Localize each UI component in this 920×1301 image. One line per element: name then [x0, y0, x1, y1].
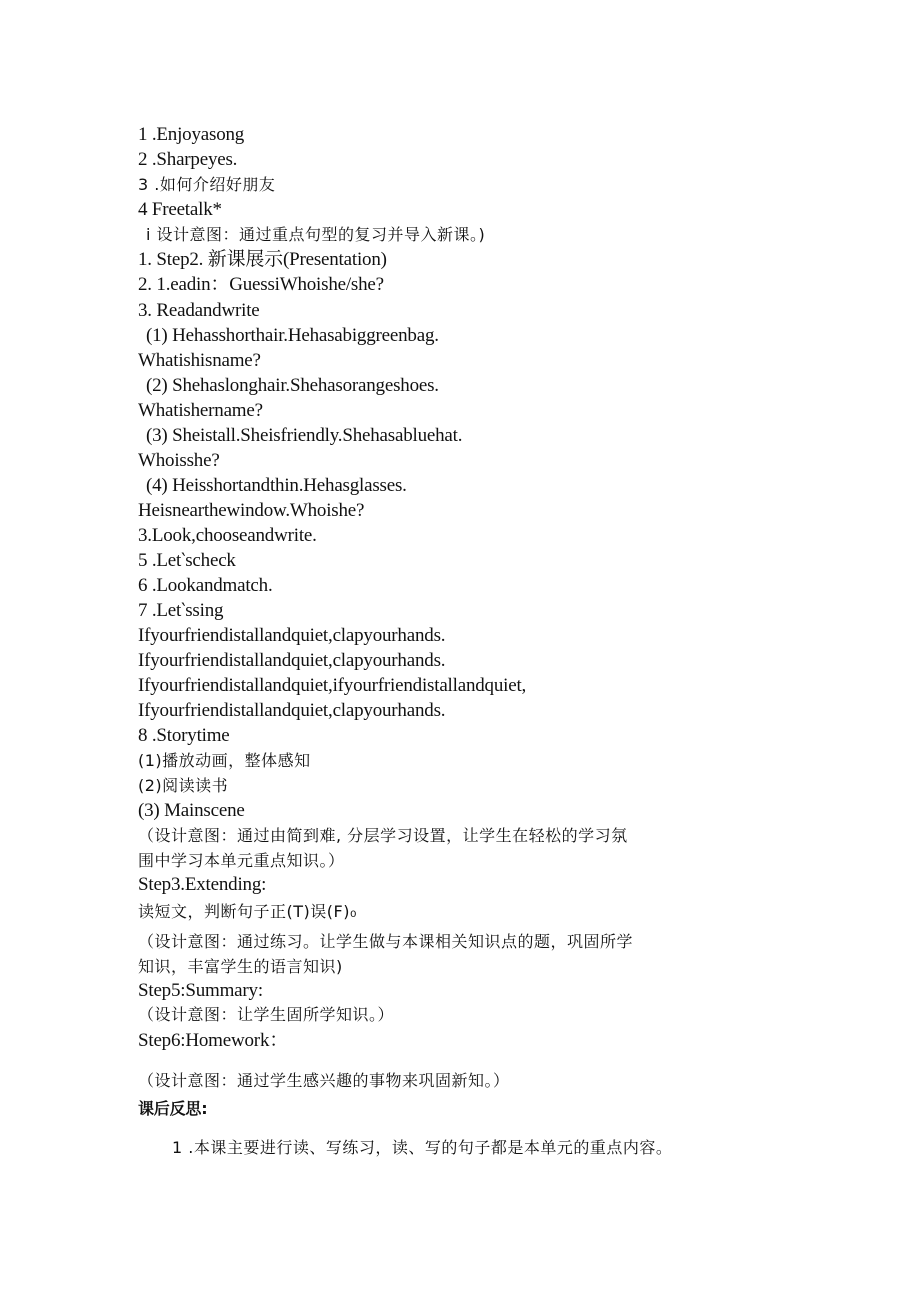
story-step-3: (3) Mainscene	[138, 800, 245, 821]
lets-sing: 7 .Let‵ssing	[138, 600, 224, 621]
song-lyric-1: Ifyourfriendistallandquiet,clapyourhands.	[138, 625, 446, 646]
story-step-1: (1)播放动画，整体感知	[138, 751, 311, 770]
step2-heading: 1. Step2. 新课展示(Presentation)	[138, 249, 387, 270]
read-and-write-heading: 3. Readandwrite	[138, 300, 260, 321]
design-intent-note-2: （设计意图：通过由简到难, 分层学习设置，让学生在轻松的学习氛	[138, 826, 628, 845]
list-item-sharp-eyes: 2 .Sharpeyes.	[138, 149, 238, 170]
song-lyric-3: Ifyourfriendistallandquiet,ifyourfriendistallandquiet,	[138, 675, 527, 696]
step3-heading: Step3.Extending:	[138, 874, 267, 895]
design-intent-note-2-cont: 围中学习本单元重点知识。）	[138, 851, 345, 870]
lets-check: 5 .Let‵scheck	[138, 550, 236, 571]
reflection-item-1: 1 .本课主要进行读、写练习，读、写的句子都是本单元的重点内容。	[172, 1138, 673, 1157]
sentence-3: (3) Sheistall.Sheisfriendly.Shehasabluehat.	[146, 425, 463, 446]
lead-in-line: 2. 1.eadin：GuessiWhoishe/she?	[138, 274, 384, 295]
question-4: Heisnearthewindow.Whoishe?	[138, 500, 365, 521]
question-1: Whatishisname?	[138, 350, 261, 371]
sentence-2: (2) Shehaslonghair.Shehasorangeshoes.	[146, 375, 439, 396]
design-intent-note-1: i 设计意图：通过重点句型的复习并导入新课。)	[146, 225, 486, 244]
design-intent-note-5: （设计意图：通过学生感兴趣的事物来巩固新知。）	[138, 1071, 510, 1090]
list-item-enjoy-a-song: 1 .Enjoyasong	[138, 124, 245, 145]
question-3: Whoisshe?	[138, 450, 220, 471]
story-step-2: (2)阅读读书	[138, 776, 229, 795]
song-lyric-4: Ifyourfriendistallandquiet,clapyourhands.	[138, 700, 446, 721]
true-false-instruction: 读短文，判断句子正(T)误(F)₀	[138, 902, 357, 921]
design-intent-note-3-cont: 知识，丰富学生的语言知识)	[138, 957, 343, 976]
list-item-free-talk: 4 Freetalk*	[138, 199, 222, 220]
reflection-heading: 课后反思:	[138, 1099, 208, 1118]
look-and-match: 6 .Lookandmatch.	[138, 575, 273, 596]
step6-heading: Step6:Homework：	[138, 1030, 289, 1051]
design-intent-note-3: （设计意图：通过练习。让学生做与本课相关知识点的题，巩固所学	[138, 932, 634, 951]
story-time-heading: 8 .Storytime	[138, 725, 230, 746]
song-lyric-2: Ifyourfriendistallandquiet,clapyourhands.	[138, 650, 446, 671]
question-2: Whatishername?	[138, 400, 263, 421]
list-item-introduce-friend: 3 .如何介绍好朋友	[138, 175, 276, 194]
look-choose-write: 3.Look,chooseandwrite.	[138, 525, 317, 546]
sentence-1: (1) Hehasshorthair.Hehasabiggreenbag.	[146, 325, 439, 346]
sentence-4: (4) Heisshortandthin.Hehasglasses.	[146, 475, 407, 496]
design-intent-note-4: （设计意图：让学生固所学知识。）	[138, 1005, 395, 1024]
step5-heading: Step5:Summary:	[138, 980, 263, 1001]
